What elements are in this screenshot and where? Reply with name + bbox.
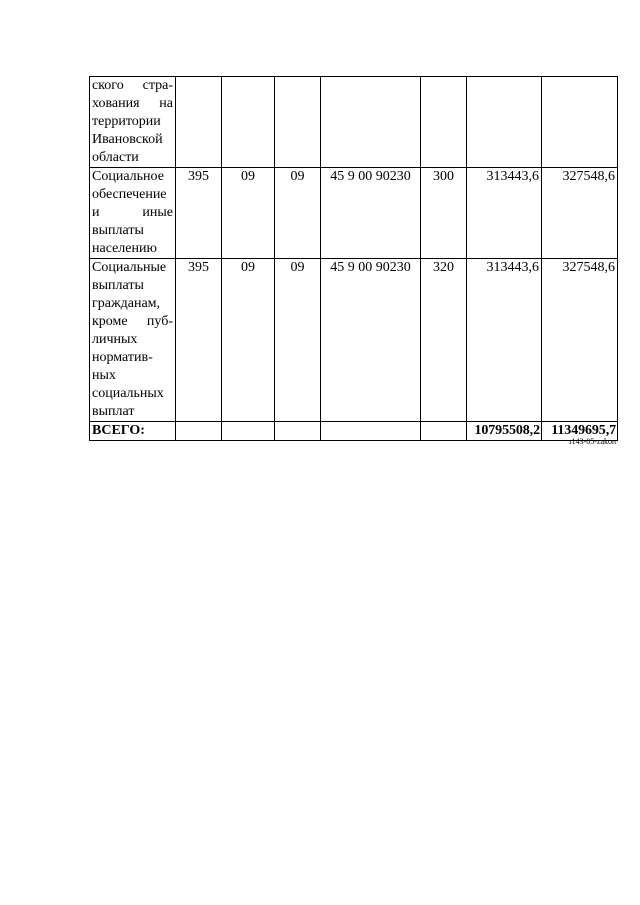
subsection-code-cell: 09 xyxy=(275,168,321,259)
name-line: ных xyxy=(92,368,116,383)
empty-cell xyxy=(421,422,467,441)
ministry-code-cell: 395 xyxy=(176,259,222,422)
empty-cell xyxy=(321,422,421,441)
expense-type-cell xyxy=(421,77,467,168)
sum-year1-cell: 313443,6 xyxy=(467,168,542,259)
name-line: Социальное xyxy=(92,169,164,184)
empty-cell xyxy=(176,422,222,441)
name-line: обеспечение xyxy=(92,187,167,202)
total-sum-year2-cell: 11349695,7 xyxy=(542,422,618,441)
row-name-cell xyxy=(90,259,176,422)
sum-year2-cell: 327548,6 xyxy=(542,259,618,422)
sum-year1-cell: 313443,6 xyxy=(467,259,542,422)
name-line: Ивановской xyxy=(92,132,163,147)
name-line: области xyxy=(92,150,139,165)
name-line: и иные xyxy=(92,205,173,220)
subsection-code-cell: 09 xyxy=(275,259,321,422)
section-code-cell: 09 xyxy=(222,259,275,422)
table-row xyxy=(90,168,618,259)
name-line: Социальные xyxy=(92,260,167,275)
subsection-code-cell xyxy=(275,77,321,168)
name-line: выплаты xyxy=(92,278,144,293)
empty-cell xyxy=(275,422,321,441)
name-line: хования на xyxy=(92,96,173,111)
name-line: личных xyxy=(92,332,138,347)
sum-year2-cell: 327548,6 xyxy=(542,168,618,259)
name-line: выплат xyxy=(92,404,135,419)
sum-year1-cell xyxy=(467,77,542,168)
name-line: норматив- xyxy=(92,350,153,365)
target-code-cell xyxy=(321,77,421,168)
name-line: выплаты xyxy=(92,223,144,238)
target-code-cell: 45 9 00 90230 xyxy=(321,168,421,259)
name-line: ского стра- xyxy=(92,78,173,93)
name-line: территории xyxy=(92,114,161,129)
budget-table xyxy=(89,76,618,441)
expense-type-cell: 300 xyxy=(421,168,467,259)
expense-type-cell: 320 xyxy=(421,259,467,422)
document-id: з143-05-zakon xyxy=(568,437,616,446)
total-sum-year1-cell: 10795508,2 xyxy=(467,422,542,441)
section-code-cell: 09 xyxy=(222,168,275,259)
table-row xyxy=(90,77,618,168)
table-row xyxy=(90,259,618,422)
ministry-code-cell: 395 xyxy=(176,168,222,259)
name-line: кроме пуб- xyxy=(92,314,173,329)
ministry-code-cell xyxy=(176,77,222,168)
target-code-cell: 45 9 00 90230 xyxy=(321,259,421,422)
empty-cell xyxy=(222,422,275,441)
row-name-cell xyxy=(90,168,176,259)
row-name-cell xyxy=(90,77,176,168)
total-label-cell: ВСЕГО: xyxy=(90,422,176,441)
name-line: социальных xyxy=(92,386,164,401)
sum-year2-cell xyxy=(542,77,618,168)
name-line: гражданам, xyxy=(92,296,161,311)
name-line: населению xyxy=(92,241,157,256)
section-code-cell xyxy=(222,77,275,168)
